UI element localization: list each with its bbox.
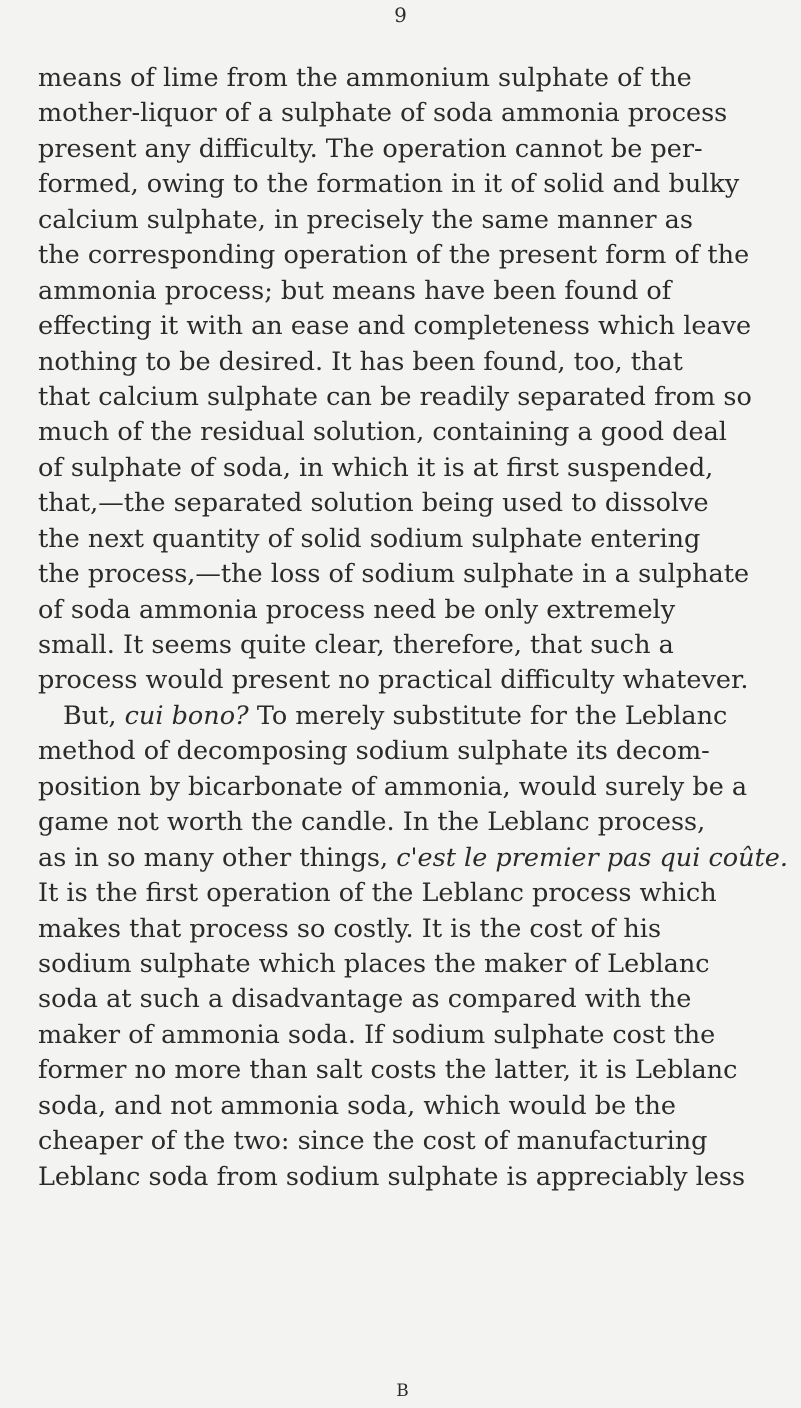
text-line: much of the residual solution, containing a good deal	[38, 417, 727, 448]
text-line: position by bicarbonate of ammonia, would surely be a	[38, 771, 748, 802]
text-line: present any difficulty. The operation cannot be per-	[38, 133, 703, 164]
text-line: small. It seems quite clear, therefore, that such a	[38, 630, 674, 660]
text-line: game not worth the candle. In the Leblanc process,	[38, 807, 706, 838]
italic-phrase: c'est le premier pas qui coûte.	[396, 842, 788, 873]
signature-mark: B	[396, 1381, 409, 1401]
text-line: that calcium sulphate can be readily separated from so	[38, 381, 752, 412]
text-segment: as in so many other things,	[38, 842, 397, 873]
text-line: soda, and not ammonia soda, which would be the	[38, 1090, 677, 1121]
text-line: of sulphate of soda, in which it is at first suspended,	[38, 452, 714, 483]
italic-phrase: cui bono?	[124, 700, 249, 731]
text-line: process would present no practical difficulty whatever.	[38, 665, 749, 696]
text-line: Leblanc soda from sodium sulphate is appreciably less	[38, 1161, 746, 1192]
text-line: the corresponding operation of the present form of the	[38, 240, 750, 271]
text-line: that,—the separated solution being used to dissolve	[38, 488, 709, 519]
text-line: former no more than salt costs the latter, it is Leblanc	[38, 1055, 738, 1086]
text-line	[0, 841, 801, 876]
text-line: soda at such a disadvantage as compared with the	[38, 984, 692, 1015]
text-line: the process,—the loss of sodium sulphate in a sulphate	[38, 559, 750, 590]
text-line: formed, owing to the formation in it of solid and bulky	[38, 169, 740, 200]
body-text	[0, 61, 801, 1195]
text-line: maker of ammonia soda. If sodium sulphate cost the	[38, 1019, 716, 1050]
text-line: nothing to be desired. It has been found, too, that	[38, 346, 683, 377]
text-line: ammonia process; but means have been found of	[38, 275, 672, 306]
text-line: method of decomposing sodium sulphate its decom-	[38, 736, 710, 767]
text-line: makes that process so costly. It is the cost of his	[38, 913, 662, 944]
text-segment: But,	[63, 700, 125, 731]
text-line: of soda ammonia process need be only extremely	[38, 594, 676, 625]
text-line: effecting it with an ease and completeness which leave	[38, 311, 752, 342]
text-line: sodium sulphate which places the maker of Leblanc	[38, 948, 710, 979]
text-line: It is the first operation of the Leblanc process which	[38, 878, 717, 909]
text-line-paragraph-start	[0, 699, 801, 734]
text-line: mother-liquor of a sulphate of soda ammonia process	[38, 98, 728, 129]
text-segment: To merely substitute for the Leblanc	[248, 700, 728, 731]
text-line: means of lime from the ammonium sulphate of the	[38, 63, 692, 93]
text-line: the next quantity of solid sodium sulphate entering	[38, 523, 701, 554]
text-line: calcium sulphate, in precisely the same manner as	[38, 204, 693, 235]
page-number: 9	[394, 3, 407, 27]
text-line: cheaper of the two: since the cost of manufacturing	[38, 1126, 708, 1157]
